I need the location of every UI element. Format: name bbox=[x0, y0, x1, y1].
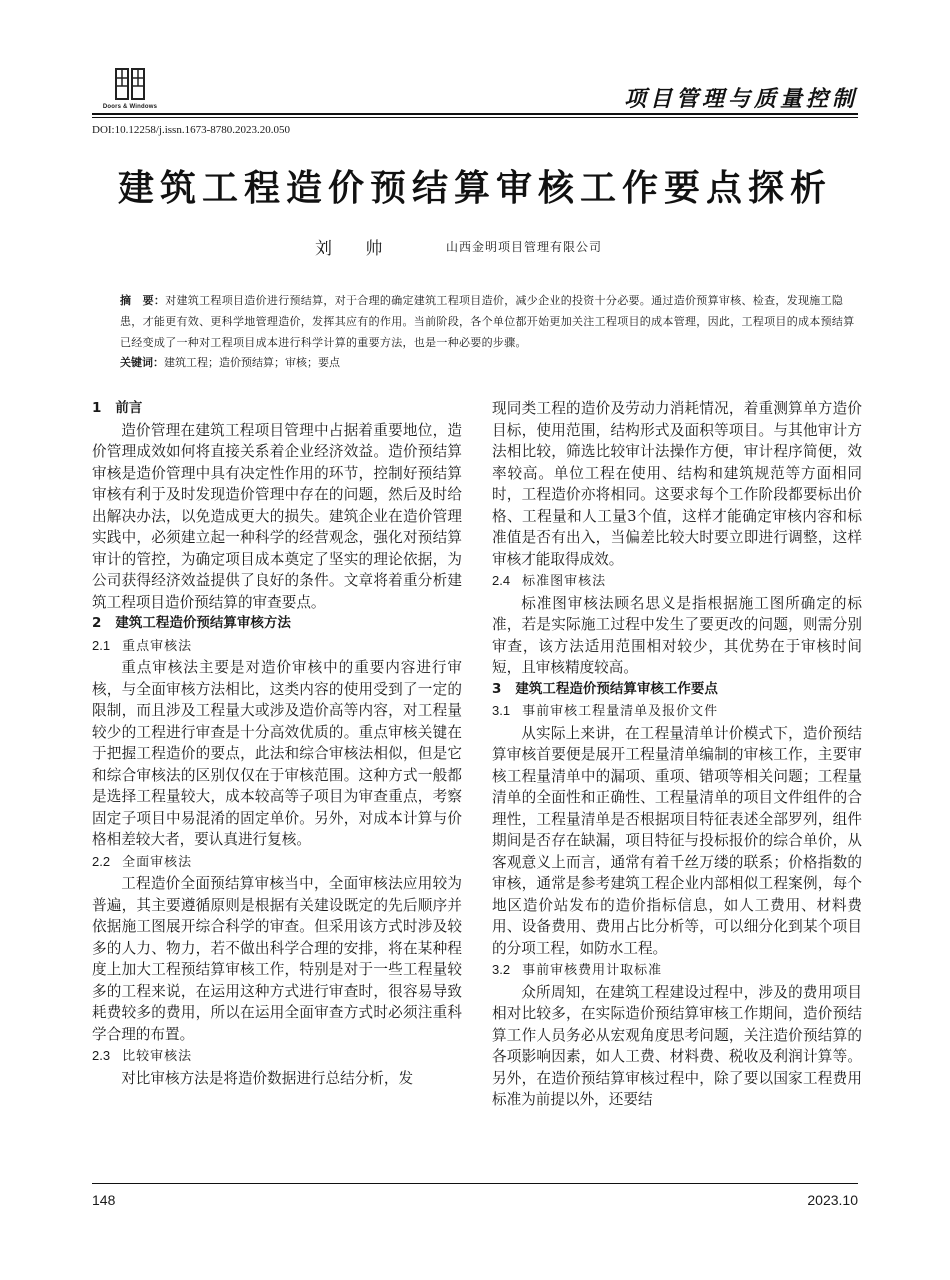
section-label: 项目管理与质量控制 bbox=[623, 87, 858, 112]
subsection-heading: 3.1 事前审核工程量清单及报价文件 bbox=[492, 703, 719, 719]
paragraph: 工程造价全面预结算审核当中，全面审核法应用较为普遍，其主要遵循原则是根据有关建设既定的先后顺序并依据施工图展开综合科学的审查。但采用该方式时涉及较多的人力、物力，若不做出科学合理的安排，将在某种程度上加大工程预结算审核工作，特别是对于一些工程量较多的工程来说，在运用这种方式进行审查时，很容易导致耗费较多的费用，所以在运用全面审查方式时必须注重科学合理的布置。 bbox=[92, 875, 462, 1043]
footer-rule bbox=[92, 1183, 858, 1184]
page-number: 148 bbox=[92, 1192, 116, 1208]
section-heading: 2 建筑工程造价预结算审核方法 bbox=[92, 615, 291, 631]
abstract bbox=[120, 290, 860, 353]
paragraph: 标准图审核法顾名思义是指根据施工图所确定的标准，若是实际施工过程中发生了要更改的问题，则需分别审查，该方法适用范围相对较少，其优势在于审核时间短，且审核精度较高。 bbox=[492, 594, 862, 676]
subsection-heading: 3.2 事前审核费用计取标准 bbox=[492, 962, 663, 978]
article-title: 建筑工程造价预结算审核工作要点探析 bbox=[117, 168, 832, 209]
right-column bbox=[492, 398, 862, 1111]
section-heading: 1 前言 bbox=[92, 400, 143, 416]
abstract-label: 摘 要： bbox=[120, 294, 166, 307]
issue-date: 2023.10 bbox=[807, 1192, 858, 1208]
subsection-heading: 2.4 标准图审核法 bbox=[492, 573, 607, 589]
journal-logo bbox=[88, 66, 172, 114]
keywords bbox=[120, 354, 860, 372]
subsection-heading: 2.1 重点审核法 bbox=[92, 637, 193, 654]
header-rule bbox=[92, 113, 858, 115]
paragraph: 众所周知，在建筑工程建设过程中，涉及的费用项目相对比较多，在实际造价预结算审核工作期间，造价预结算工作人员务必从宏观角度思考问题，关注造价预结算的各项影响因素，如人工费、材料费、税收及利润计算等。另外，在造价预结算审核过程中，除了要以国家工程费用标准为前提以外，还要结 bbox=[492, 983, 862, 1108]
logo-text: Doors & Windows bbox=[102, 104, 158, 110]
left-column bbox=[92, 398, 462, 1089]
doi: DOI:10.12258/j.issn.1673-8780.2023.20.050 bbox=[92, 124, 290, 136]
paragraph: 重点审核法主要是对造价审核中的重要内容进行审核，与全面审核方法相比，这类内容的使用受到了一定的限制，而且涉及工程量大或涉及造价高等内容，对工程量较少的工程进行审查是十分高效优质的。重点审核关键在于把握工程造价的要点，此法和综合审核法相似，但是它和综合审核法的区别仅仅在于审核范围。这种方式一般都是选择工程量较大，成本较高等子项目为审查重点，考察固定子项目中易混淆的固定单价。另外，对成本计算与价格相差较大者，要认真进行复核。 bbox=[92, 659, 462, 848]
paragraph: 造价管理在建筑工程项目管理中占据着重要地位，造价管理成效如何将直接关系着企业经济效益。造价预结算审核是造价管理中具有决定性作用的环节，控制好预结算审核有利于及时发现造价管理中存在的问题，然后及时给出解决办法，以免造成更大的损失。建筑企业在造价管理实践中，必须建立起一种科学的经营观念，强化对预结算审计的管控，为确定项目成本奠定了坚实的理论依据，为公司获得经济效益提供了良好的条件。文章将着重分析建筑工程项目造价预结算的审查要点。 bbox=[92, 421, 462, 611]
keywords-label: 关键词： bbox=[120, 356, 164, 369]
paragraph: 从实际上来讲，在工程量清单计价模式下，造价预结算审核首要便是展开工程量清单编制的审核工作，主要审核工程量清单中的漏项、重项、错项等相关问题；工程量清单的全面性和正确性、工程量清单的项目文件组件的合理性，工程量清单是否根据项目特征表述全部罗列，组件期间是否存在缺漏，项目特征与投标报价的综合单价，从客观意义上而言，通常有着千丝万缕的联系；价格指数的审核，通常是参考建筑工程企业内部相似工程案例，每个地区造价站发布的造价指标信息，如人工费用、材料费用、设备费用、费用占比分析等，可以细分化到某个项目的分项工程，如防水工程。 bbox=[492, 724, 862, 957]
section-heading: 3 建筑工程造价预结算审核工作要点 bbox=[492, 680, 718, 697]
author-affiliation: 山西金明项目管理有限公司 bbox=[446, 240, 603, 254]
paragraph: 现同类工程的造价及劳动力消耗情况，着重测算单方造价目标，使用范围，结构形式及面积等项目。与其他审计方法相比较，筛选比较审计法操作方便，审计程序简便，效率较高。单位工程在使用、结构和建筑规范等方面相同时，工程造价亦将相同。这要求每个工作阶段都要标出价格、工程量和人工量3个值，这样才能确定审核内容和标准值是否有出入，当偏差比较大时要立即进行调整，这样审核才能取得成效。 bbox=[492, 400, 862, 568]
abstract-text: 对建筑工程项目造价进行预结算，对于合理的确定建筑工程项目造价，减少企业的投资十分必要。通过造价预算审核、检查，发现施工隐患，才能更有效、更科学地管理造价，发挥其应有的作用。当前阶段，各个单位都开始更加关注工程项目的成本管理，因此，工程项目的成本预结算已经变成了一种对工程项目成本进行科学计算的重要方法，也是一种必要的步骤。 bbox=[120, 294, 855, 349]
keywords-text: 建筑工程；造价预结算；审核；要点 bbox=[164, 356, 340, 369]
subsection-heading: 2.3 比较审核法 bbox=[92, 1048, 193, 1064]
subsection-heading: 2.2 全面审核法 bbox=[92, 853, 193, 870]
author-name: 刘 帅 bbox=[315, 239, 397, 259]
paragraph: 对比审核方法是将造价数据进行总结分析，发 bbox=[121, 1069, 414, 1087]
door-window-logo-icon bbox=[88, 66, 172, 104]
header-rule-thin bbox=[92, 117, 858, 118]
